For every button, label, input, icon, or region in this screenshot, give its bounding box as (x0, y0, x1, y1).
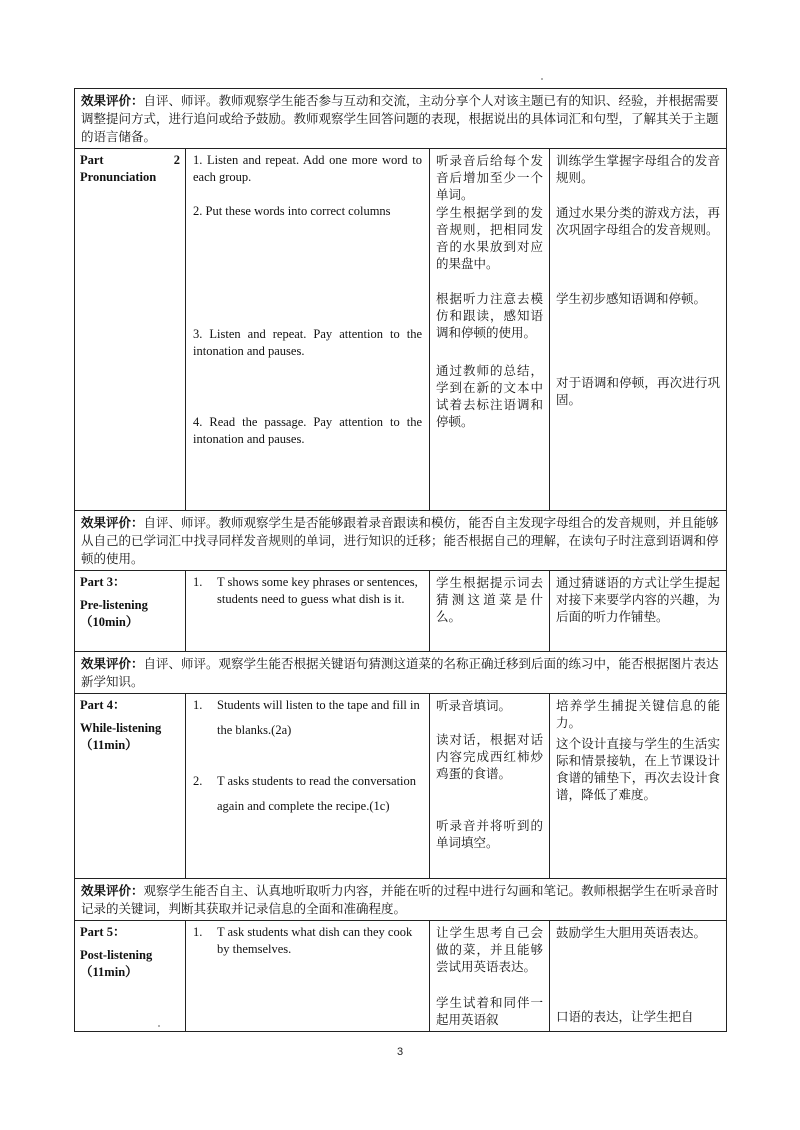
evaluation-label: 效果评价： (81, 883, 144, 898)
part5-activity-cell (186, 921, 430, 1032)
student-activity: 学生试着和同伴一起用英语叙 (436, 995, 543, 1027)
part2-title-cell (75, 149, 186, 511)
activity-item (193, 769, 422, 819)
part3-activity-cell (186, 571, 430, 652)
evaluation-cell (75, 89, 727, 149)
part4-activity-cell (186, 694, 430, 879)
design-purpose: 学生初步感知语调和停顿。 (556, 291, 707, 306)
part4-duration: （11min） (80, 738, 138, 752)
activity-text: T shows some key phrases or sentences, students need to guess what dish is it. (217, 575, 418, 606)
evaluation-label: 效果评价： (81, 93, 144, 108)
activity-number: 1. (193, 925, 203, 939)
part5-duration: （11min） (80, 965, 138, 979)
evaluation-label: 效果评价： (81, 656, 144, 671)
part2-activities-cell (186, 149, 430, 511)
part2-title-line (80, 152, 180, 169)
activity-item (193, 924, 422, 958)
activity-number: 1. (193, 575, 203, 589)
part5-title: Part 5： (80, 925, 126, 939)
activity-item: 2. Put these words into correct columns (193, 204, 391, 218)
evaluation-cell (75, 879, 727, 921)
evaluation-row (75, 652, 727, 694)
evaluation-row (75, 89, 727, 149)
part5-row (75, 921, 727, 1032)
design-purpose: 训练学生掌握字母组合的发音规则。 (556, 153, 721, 185)
part2-row (75, 149, 727, 511)
part2-student-cell (430, 149, 550, 511)
part3-student-cell: 学生根据提示词去猜测这道菜是什么。 (430, 571, 550, 652)
evaluation-cell (75, 511, 727, 571)
design-purpose: 培养学生捕捉关键信息的能力。 (556, 698, 721, 730)
activity-text: T ask students what dish can they cook by themselves. (217, 925, 413, 956)
activity-item: 4. Read the passage. Pay attention to the intonation and pauses. (193, 415, 422, 446)
design-purpose: 对于语调和停顿，再次进行巩固。 (556, 375, 721, 407)
part2-title: Part (80, 153, 104, 167)
activity-item (193, 574, 422, 608)
student-activity: 听录音后给每个发音后增加至少一个单词。 (436, 153, 543, 202)
part4-subtitle: While-listening (80, 721, 162, 735)
design-purpose: 这个设计直接与学生的生活实际和情景接轨，在上节课设计食谱的铺垫下，再次去设计食谱，降低了难度。 (556, 736, 721, 802)
part3-title-cell (75, 571, 186, 652)
design-purpose: 口语的表达，让学生把自 (556, 1009, 694, 1024)
lesson-plan-table-wrapper (74, 88, 726, 1032)
part3-row (75, 571, 727, 652)
design-purpose: 鼓励学生大胆用英语表达。 (556, 925, 707, 940)
evaluation-label: 效果评价： (81, 515, 144, 530)
part5-title-cell (75, 921, 186, 1032)
evaluation-row (75, 879, 727, 921)
student-activity: 学生根据学到的发音规则，把相同发音的水果放到对应的果盘中。 (436, 205, 543, 271)
student-activity: 让学生思考自己会做的菜，并且能够尝试用英语表达。 (436, 925, 543, 974)
part3-title: Part 3： (80, 575, 126, 589)
part4-student-cell (430, 694, 550, 879)
part2-number: 2 (173, 153, 180, 167)
student-activity: 读对话，根据对话内容完成西红柿炒鸡蛋的食谱。 (436, 732, 543, 781)
part5-purpose-cell (550, 921, 727, 1032)
part2-purpose-cell (550, 149, 727, 511)
evaluation-text: 自评、师评。教师观察学生是否能够跟着录音跟读和模仿，能否自主发现字母组合的发音规则，并且能够从自己的已学词汇中找寻同样发音规则的单词，进行知识的迁移；能否根据自己的理解，在读句子时注意到语调和停顿的使用。 (81, 515, 719, 566)
evaluation-text: 观察学生能否自主、认真地听取听力内容，并能在听的过程中进行勾画和笔记。教师根据学生在听录音时记录的关键词，判断其获取并记录信息的全面和准确程度。 (81, 883, 719, 916)
part5-student-cell (430, 921, 550, 1032)
lesson-plan-table (74, 88, 727, 1032)
part2-subtitle: Pronunciation (80, 170, 157, 184)
activity-text: Students will listen to the tape and fill in the blanks.(2a) (217, 698, 420, 737)
activity-item: 3. Listen and repeat. Pay attention to the intonation and pauses. (193, 327, 422, 358)
activity-number: 1. (193, 698, 203, 712)
activity-item (193, 697, 422, 769)
scan-dot (541, 78, 543, 80)
student-activity: 根据听力注意去模仿和跟读，感知语调和停顿的使用。 (436, 291, 543, 340)
evaluation-row (75, 511, 727, 571)
evaluation-text: 自评、师评。教师观察学生能否参与互动和交流，主动分享个人对该主题已有的知识、经验，并根据需要调整提问方式，进行追问或给予鼓励。教师观察学生回答问题的表现，根据说出的具体词汇和句型，了解其关于主题的语言储备。 (81, 93, 719, 144)
activity-text: T asks students to read the conversation again and complete the recipe.(1c) (217, 774, 417, 813)
student-activity: 通过教师的总结，学到在新的文本中试着去标注语调和停顿。 (436, 363, 543, 429)
part5-subtitle: Post-listening (80, 948, 153, 962)
part4-row (75, 694, 727, 879)
evaluation-cell (75, 652, 727, 694)
evaluation-text: 自评、师评。观察学生能否根据关键语句猜测这道菜的名称正确迁移到后面的练习中，能否根据图片表达新学知识。 (81, 656, 719, 689)
part4-purpose-cell (550, 694, 727, 879)
part4-title-cell (75, 694, 186, 879)
student-activity: 听录音填词。 (436, 698, 512, 713)
activity-item: 1. Listen and repeat. Add one more word to each group. (193, 153, 422, 184)
part3-duration: （10min） (80, 615, 139, 629)
part4-title: Part 4： (80, 698, 126, 712)
student-activity: 听录音并将听到的单词填空。 (436, 818, 543, 850)
activity-number: 2. (193, 774, 203, 788)
design-purpose: 通过水果分类的游戏方法，再次巩固字母组合的发音规则。 (556, 205, 721, 237)
part3-purpose-cell: 通过猜谜语的方式让学生提起对接下来要学内容的兴趣，为后面的听力作铺垫。 (550, 571, 727, 652)
part3-subtitle: Pre-listening (80, 598, 148, 612)
page-number: 3 (396, 1046, 404, 1058)
